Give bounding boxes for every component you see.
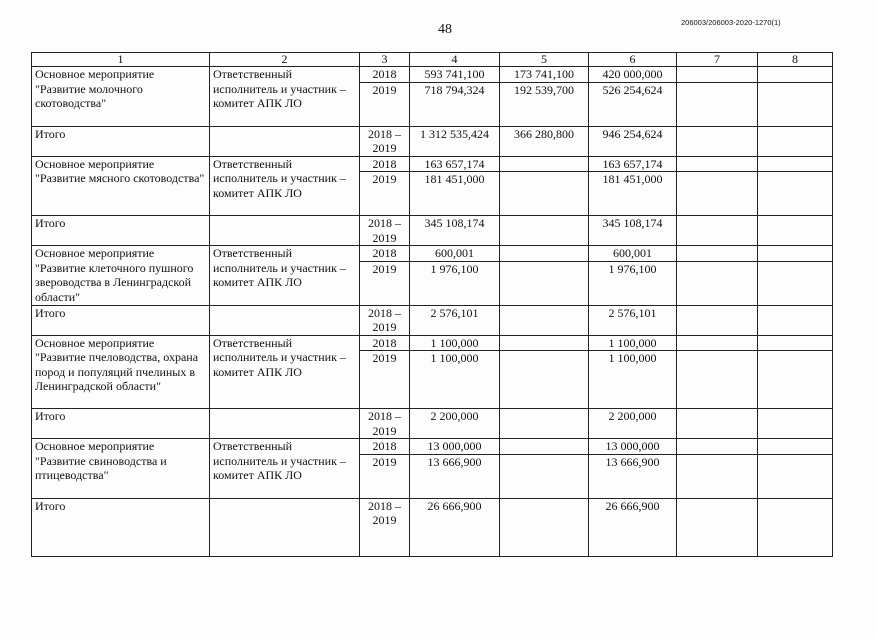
empty-cell	[210, 409, 360, 439]
value-cell: 526 254,624	[589, 82, 677, 126]
year-cell: 2019	[360, 454, 410, 498]
value-cell: 2 200,000	[410, 409, 500, 439]
value-cell	[677, 335, 758, 351]
value-cell	[758, 67, 833, 83]
year-cell: 2018 – 2019	[360, 216, 410, 246]
value-cell: 181 451,000	[410, 172, 500, 216]
value-cell: 163 657,174	[589, 156, 677, 172]
value-cell	[677, 498, 758, 556]
column-header: 6	[589, 53, 677, 67]
executor: Ответственный исполнитель и участник – комитет АПК ЛО	[210, 246, 360, 306]
year-cell: 2018	[360, 156, 410, 172]
value-cell: 173 741,100	[500, 67, 589, 83]
page-number: 48	[438, 22, 452, 37]
total-label: Итого	[32, 305, 210, 335]
total-label: Итого	[32, 498, 210, 556]
column-header: 1	[32, 53, 210, 67]
column-header: 4	[410, 53, 500, 67]
value-cell: 420 000,000	[589, 67, 677, 83]
value-cell: 26 666,900	[589, 498, 677, 556]
value-cell	[758, 351, 833, 409]
value-cell	[500, 498, 589, 556]
value-cell: 1 312 535,424	[410, 126, 500, 156]
value-cell: 13 000,000	[410, 439, 500, 455]
value-cell: 345 108,174	[410, 216, 500, 246]
table-row	[32, 246, 833, 262]
value-cell	[500, 454, 589, 498]
year-cell: 2018	[360, 335, 410, 351]
value-cell: 2 576,101	[589, 305, 677, 335]
value-cell: 718 794,324	[410, 82, 500, 126]
value-cell	[500, 172, 589, 216]
total-row	[32, 216, 833, 246]
value-cell: 600,001	[589, 246, 677, 262]
year-cell: 2018 – 2019	[360, 498, 410, 556]
value-cell	[500, 246, 589, 262]
value-cell: 1 100,000	[410, 335, 500, 351]
value-cell	[677, 216, 758, 246]
value-cell	[758, 335, 833, 351]
activity-name: Основное мероприятие "Развитие пчеловодства, охрана пород и популяций пчелиных в Ленинградской области"	[32, 335, 210, 409]
value-cell: 593 741,100	[410, 67, 500, 83]
value-cell: 13 000,000	[589, 439, 677, 455]
value-cell: 26 666,900	[410, 498, 500, 556]
value-cell: 13 666,900	[589, 454, 677, 498]
value-cell: 181 451,000	[589, 172, 677, 216]
value-cell: 13 666,900	[410, 454, 500, 498]
value-cell: 600,001	[410, 246, 500, 262]
year-cell: 2019	[360, 172, 410, 216]
executor: Ответственный исполнитель и участник – комитет АПК ЛО	[210, 439, 360, 499]
executor: Ответственный исполнитель и участник – комитет АПК ЛО	[210, 335, 360, 409]
empty-cell	[210, 498, 360, 556]
column-header: 5	[500, 53, 589, 67]
year-cell: 2018	[360, 67, 410, 83]
value-cell	[758, 439, 833, 455]
empty-cell	[210, 305, 360, 335]
total-label: Итого	[32, 409, 210, 439]
value-cell	[500, 305, 589, 335]
value-cell	[500, 335, 589, 351]
value-cell	[758, 216, 833, 246]
value-cell: 366 280,800	[500, 126, 589, 156]
value-cell	[758, 126, 833, 156]
year-cell: 2018 – 2019	[360, 126, 410, 156]
budget-table	[31, 52, 833, 557]
year-cell: 2018 – 2019	[360, 305, 410, 335]
year-cell: 2018 – 2019	[360, 409, 410, 439]
value-cell	[758, 172, 833, 216]
executor: Ответственный исполнитель и участник – комитет АПК ЛО	[210, 67, 360, 127]
column-header: 8	[758, 53, 833, 67]
value-cell	[500, 439, 589, 455]
value-cell: 163 657,174	[410, 156, 500, 172]
value-cell	[758, 454, 833, 498]
value-cell	[677, 126, 758, 156]
value-cell	[677, 439, 758, 455]
value-cell	[758, 409, 833, 439]
year-cell: 2018	[360, 439, 410, 455]
total-row	[32, 409, 833, 439]
year-cell: 2019	[360, 82, 410, 126]
value-cell	[500, 216, 589, 246]
year-cell: 2019	[360, 351, 410, 409]
value-cell	[500, 409, 589, 439]
activity-name: Основное мероприятие "Развитие молочного скотоводства"	[32, 67, 210, 127]
value-cell	[758, 156, 833, 172]
column-numbers-row	[32, 53, 833, 67]
value-cell	[677, 156, 758, 172]
total-label: Итого	[32, 126, 210, 156]
value-cell: 1 976,100	[589, 261, 677, 305]
value-cell	[677, 351, 758, 409]
table-row	[32, 439, 833, 455]
table-row	[32, 156, 833, 172]
total-row	[32, 498, 833, 556]
value-cell: 1 100,000	[589, 351, 677, 409]
value-cell	[677, 172, 758, 216]
value-cell: 192 539,700	[500, 82, 589, 126]
value-cell	[500, 261, 589, 305]
value-cell: 2 200,000	[589, 409, 677, 439]
value-cell	[758, 305, 833, 335]
document-code: 206003/206003-2020-1270(1)	[681, 18, 781, 27]
activity-name: Основное мероприятие "Развитие мясного скотоводства"	[32, 156, 210, 216]
value-cell	[677, 82, 758, 126]
value-cell	[758, 82, 833, 126]
table-row	[32, 335, 833, 351]
activity-name: Основное мероприятие "Развитие свиноводства и птицеводства"	[32, 439, 210, 499]
column-header: 7	[677, 53, 758, 67]
value-cell	[677, 454, 758, 498]
year-cell: 2018	[360, 246, 410, 262]
empty-cell	[210, 216, 360, 246]
value-cell: 1 100,000	[410, 351, 500, 409]
value-cell	[500, 156, 589, 172]
value-cell	[758, 246, 833, 262]
value-cell: 2 576,101	[410, 305, 500, 335]
table-row	[32, 67, 833, 83]
value-cell: 946 254,624	[589, 126, 677, 156]
value-cell: 1 976,100	[410, 261, 500, 305]
total-row	[32, 126, 833, 156]
value-cell	[758, 498, 833, 556]
value-cell	[500, 351, 589, 409]
value-cell	[677, 261, 758, 305]
activity-name: Основное мероприятие "Развитие клеточного пушного звероводства в Ленинградской области"	[32, 246, 210, 306]
value-cell: 345 108,174	[589, 216, 677, 246]
total-row	[32, 305, 833, 335]
value-cell	[677, 305, 758, 335]
year-cell: 2019	[360, 261, 410, 305]
value-cell	[677, 246, 758, 262]
column-header: 3	[360, 53, 410, 67]
column-header: 2	[210, 53, 360, 67]
empty-cell	[210, 126, 360, 156]
value-cell	[677, 67, 758, 83]
value-cell: 1 100,000	[589, 335, 677, 351]
executor: Ответственный исполнитель и участник – комитет АПК ЛО	[210, 156, 360, 216]
value-cell	[677, 409, 758, 439]
total-label: Итого	[32, 216, 210, 246]
value-cell	[758, 261, 833, 305]
